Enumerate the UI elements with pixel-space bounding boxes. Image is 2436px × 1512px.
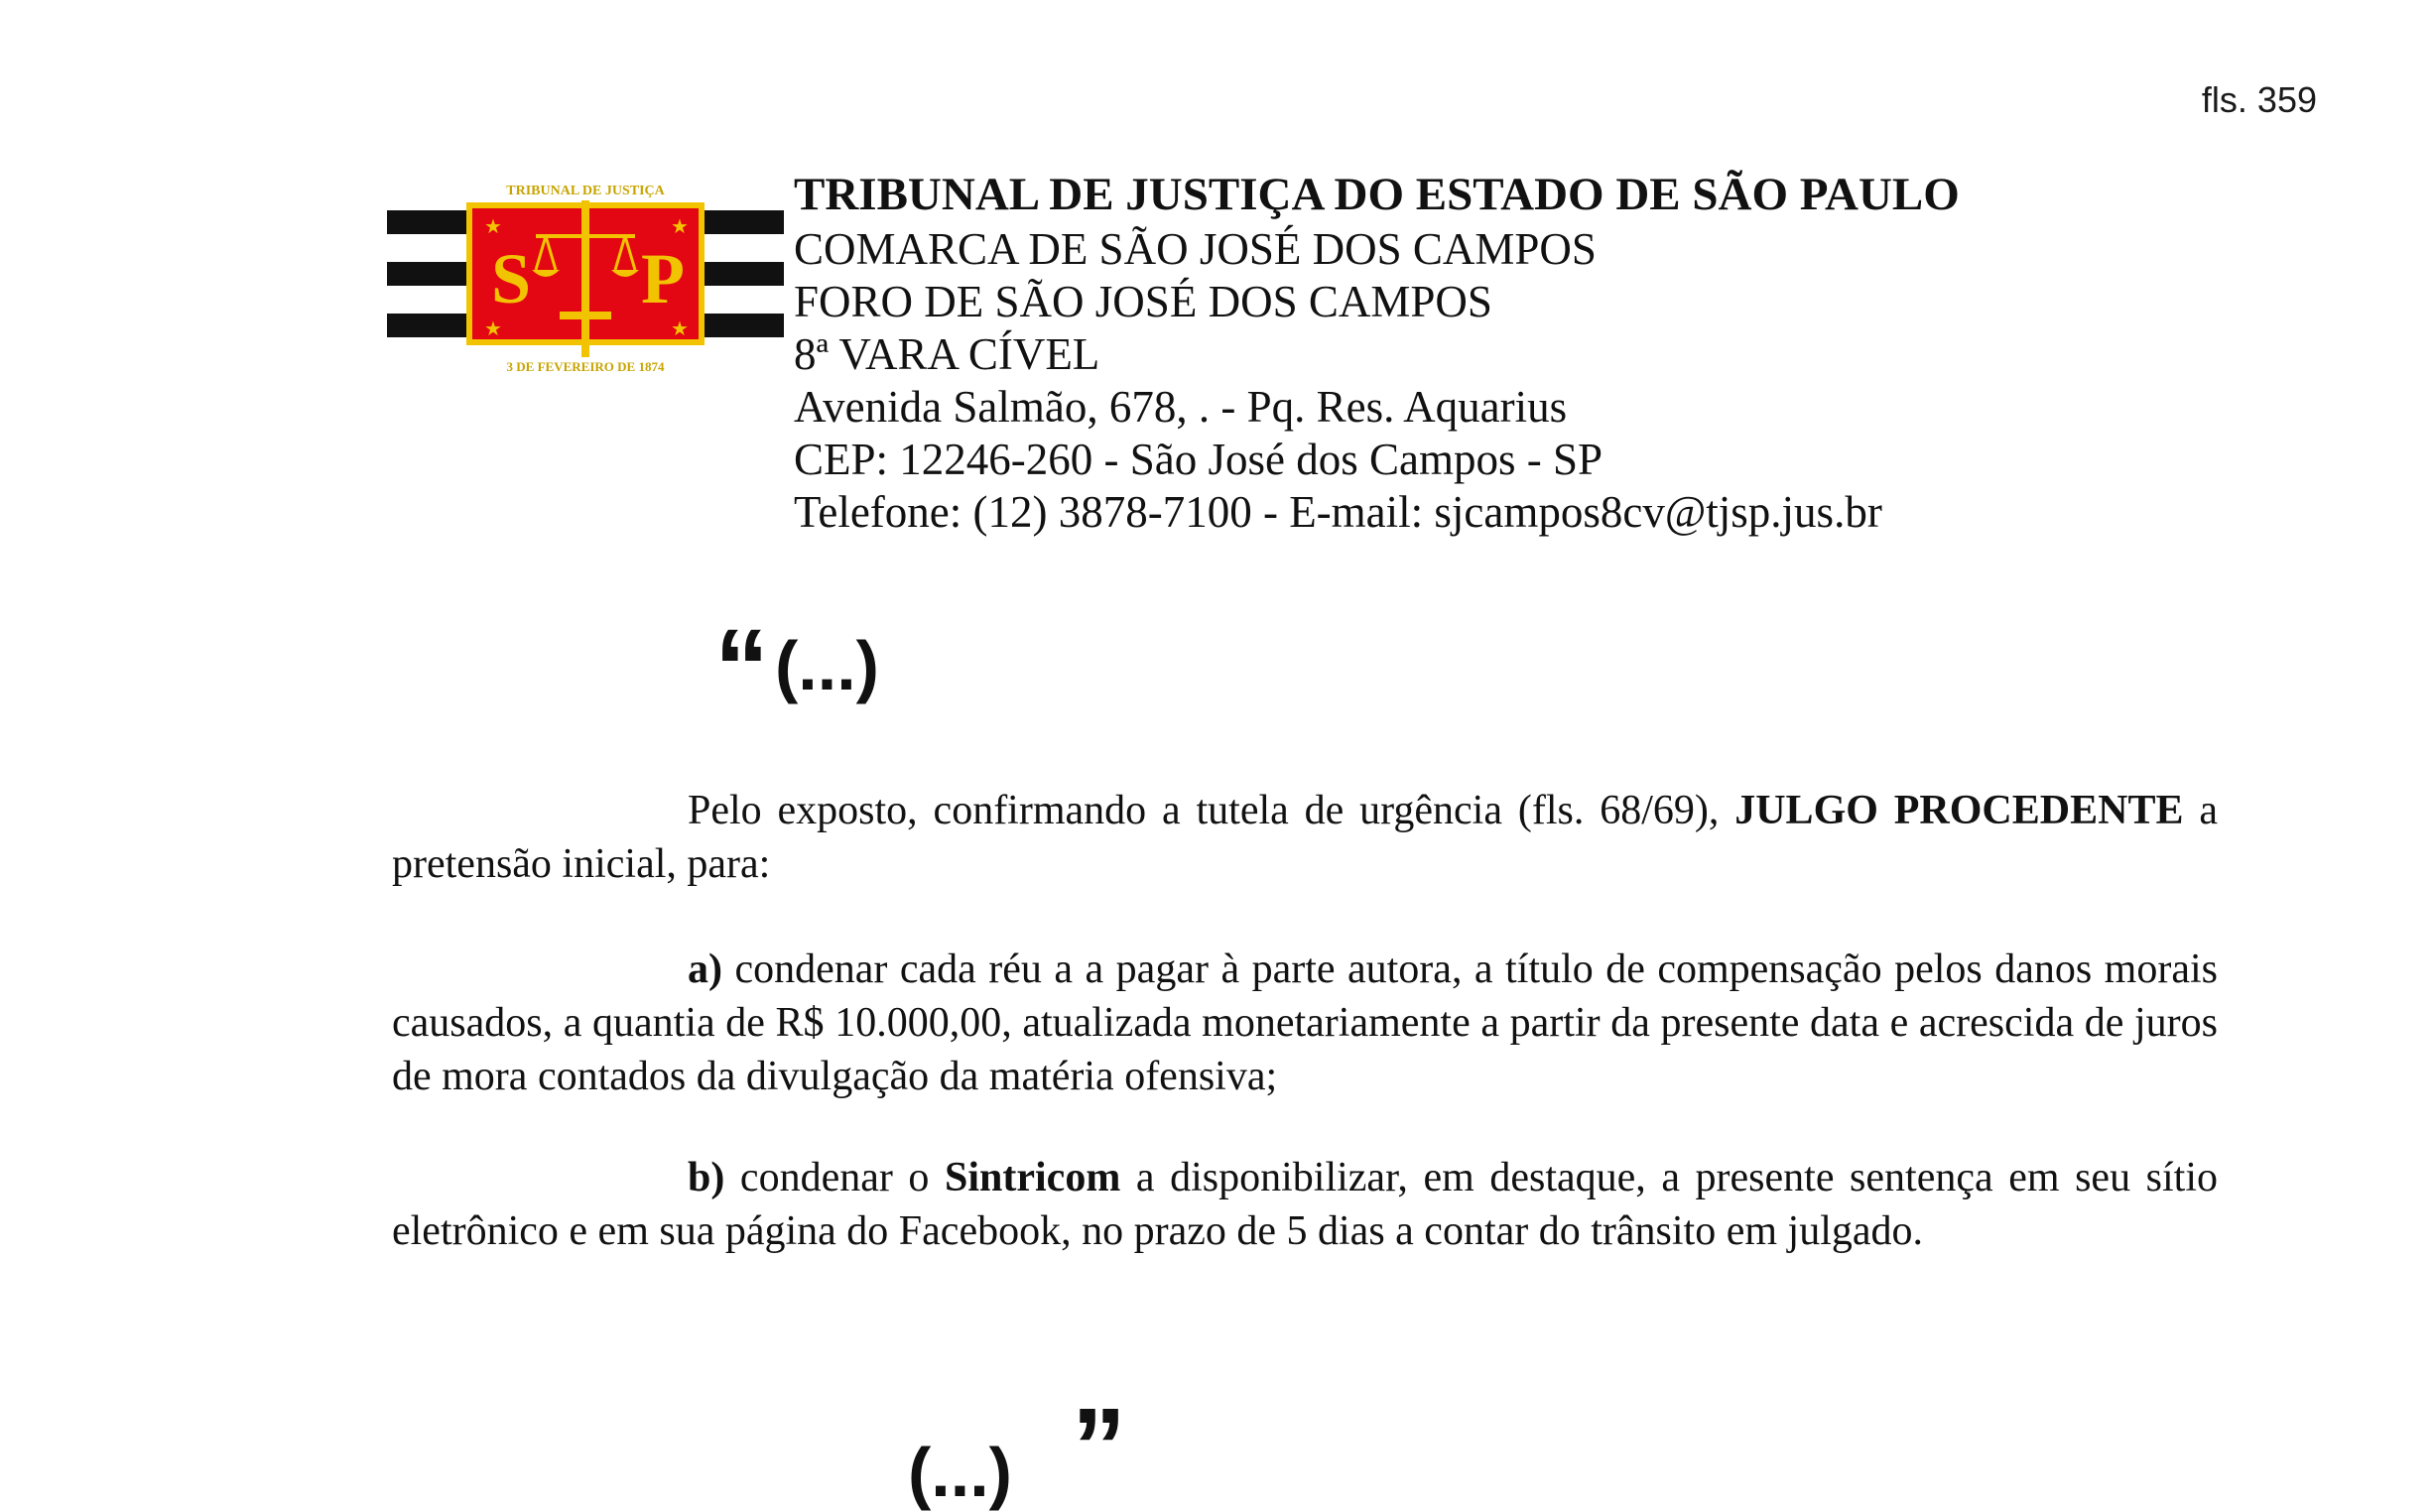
close-quote-mark: ” (1071, 1386, 1126, 1508)
verdict-text: Pelo exposto, confirmando a tutela de urgência (fls. 68/69), (688, 788, 1735, 833)
svg-text:★: ★ (484, 316, 502, 340)
item-b-bold: Sintricom (945, 1155, 1121, 1200)
item-b-text-before: condenar o (724, 1155, 945, 1200)
verdict-tail: a pretensão inicial, para: (392, 788, 2218, 887)
verdict-paragraph (392, 784, 2218, 891)
cep-line: CEP: 12246-260 - São José dos Campos - SP (794, 435, 1603, 484)
address-line: Avenida Salmão, 678, . - Pq. Res. Aquarius (794, 382, 1568, 432)
open-ellipsis: (...) (775, 627, 879, 704)
item-a-text: condenar cada réu a a pagar à parte autora, a título de compensação pelos danos morais causados, a quantia de R$ 10.000,00, atualizada monetariamente a partir da presente data e acrescida de juros de mora contados da divulgação da matéria ofensiva; (392, 946, 2218, 1099)
item-b-text-after: a disponibilizar, em destaque, a presente sentença em seu sítio eletrônico e em sua página do Facebook, no prazo de 5 dias a contar do trânsito em julgado. (392, 1155, 2218, 1254)
item-a-paragraph (392, 943, 2218, 1103)
court-header (794, 169, 2282, 539)
foro-line: FORO DE SÃO JOSÉ DOS CAMPOS (794, 277, 1492, 326)
seal-top-text: TRIBUNAL DE JUSTIÇA (506, 184, 665, 198)
close-ellipsis: (...) (908, 1434, 1012, 1511)
closing-ellipsis-quote (908, 1384, 1126, 1512)
svg-text:★: ★ (671, 316, 689, 340)
item-b-paragraph (392, 1151, 2218, 1258)
page-number: fls. 359 (2201, 79, 2317, 120)
open-quote-mark: “ (714, 607, 769, 729)
svg-text:★: ★ (671, 214, 689, 238)
contact-line: Telefone: (12) 3878-7100 - E-mail: sjcampos8cv@tjsp.jus.br (794, 487, 1882, 537)
seal-bottom-text: 3 DE FEVEREIRO DE 1874 (506, 359, 665, 374)
seal-right-letter: P (641, 239, 685, 318)
sp-court-seal-icon (387, 179, 784, 377)
court-name: TRIBUNAL DE JUSTIÇA DO ESTADO DE SÃO PAULO (794, 169, 1960, 220)
seal-left-letter: S (490, 239, 532, 318)
opening-ellipsis-quote (714, 605, 879, 731)
item-a-label: a) (688, 946, 722, 992)
vara-line: 8ª VARA CÍVEL (794, 329, 1100, 379)
verdict-bold: JULGO PROCEDENTE (1734, 788, 2184, 833)
svg-text:★: ★ (484, 214, 502, 238)
comarca-line: COMARCA DE SÃO JOSÉ DOS CAMPOS (794, 224, 1597, 274)
item-b-label: b) (688, 1155, 725, 1200)
